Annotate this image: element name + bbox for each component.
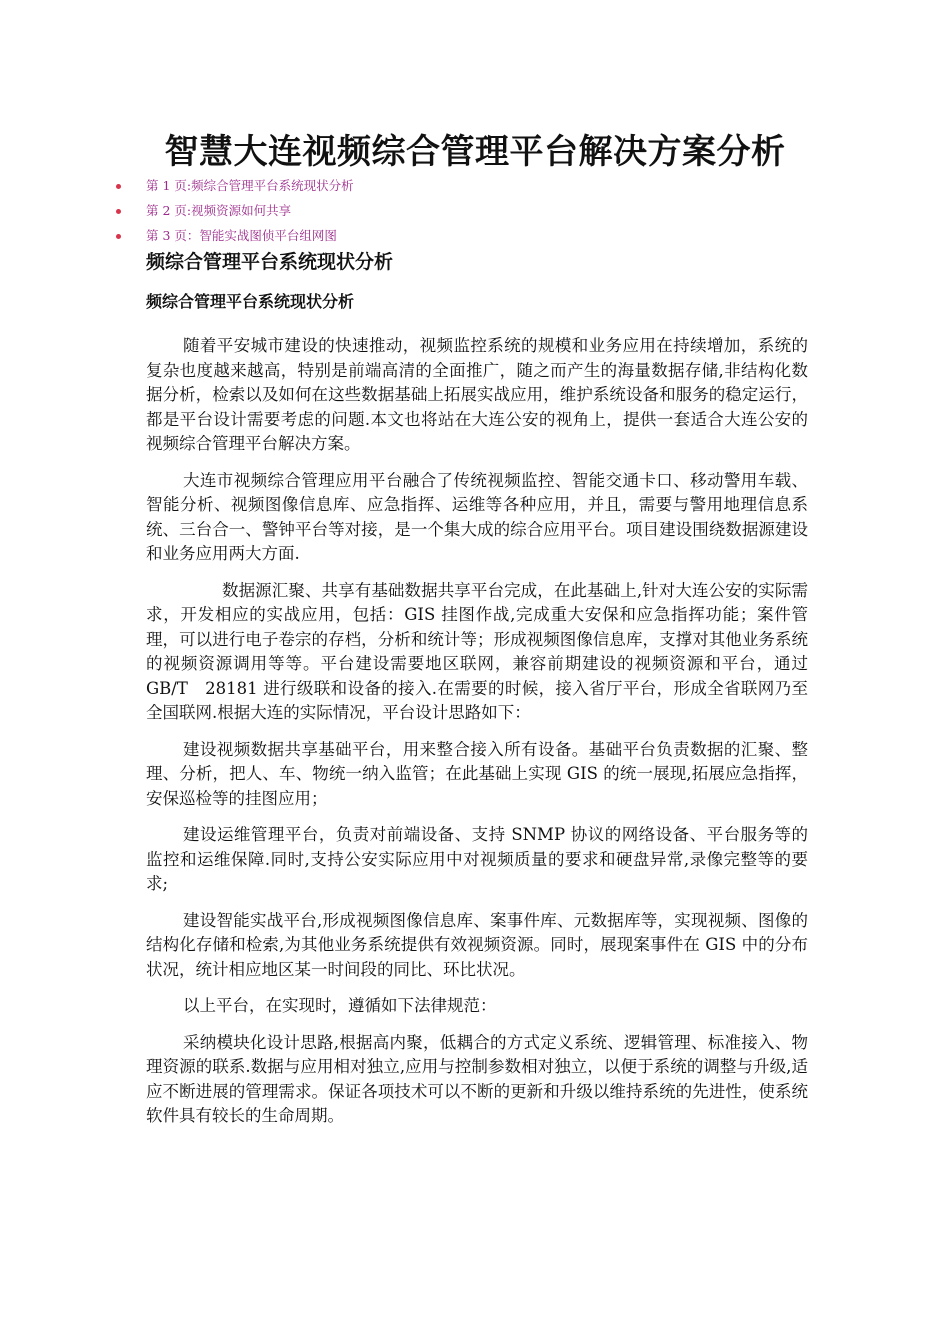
paragraph-1: 随着平安城市建设的快速推动，视频监控系统的规模和业务应用在持续增加，系统的复杂也度越来越高，特别是前端高清的全面推广，随之而产生的海量数据存储,非结构化数据分析，检索以及如何在这些数据基础上拓展实战应用，维护系统设备和服务的稳定运行，都是平台设计需要考虑的问题.本文也将站在大连公安的视角上，提供一套适合大连公安的视频综合管理平台解决方案。 xyxy=(146,336,808,453)
section-heading: 频综合管理平台系统现状分析 xyxy=(146,251,394,273)
toc-link-page-3[interactable]: 第 3 页：智能实战图侦平台组网图 xyxy=(146,228,337,243)
toc-item[interactable] xyxy=(110,176,354,201)
paragraph-3: 数据源汇聚、共享有基础数据共享平台完成，在此基础上,针对大连公安的实际需求，开发相应的实战应用，包括：GIS 挂图作战,完成重大安保和应急指挥功能；案件管理，可以进行电子卷宗的存档，分析和统计等；形成视频图像信息库，支撑对其他业务系统的视频资源调用等等。平台建设需要地区联网，兼容前期建设的视频资源和平台，通过 GB/T 28181 进行级联和设备的接入.在需要的时候，接入省厅平台，形成全省联网乃至全国联网.根据大连的实际情况，平台设计思路如下： xyxy=(146,580,808,722)
paragraph-5: 建设运维管理平台，负责对前端设备、支持 SNMP 协议的网络设备、平台服务等的监控和运维保障.同时,支持公安实际应用中对视频质量的要求和硬盘异常,录像完整等的要求; xyxy=(146,825,808,893)
paragraph-8: 采纳模块化设计思路,根据高内聚，低耦合的方式定义系统、逻辑管理、标准接入、物理资源的联系.数据与应用相对独立,应用与控制参数相对独立，以便于系统的调整与升级,适应不断进展的管理需求。保证各项技术可以不断的更新和升级以维持系统的先进性，使系统软件具有较长的生命周期。 xyxy=(146,1032,808,1125)
paragraph-4: 建设视频数据共享基础平台，用来整合接入所有设备。基础平台负责数据的汇聚、整理、分析，把人、车、物统一纳入监管；在此基础上实现 GIS 的统一展现,拓展应急指挥，安保巡检等的挂图应用； xyxy=(146,739,808,808)
bullet-icon xyxy=(116,234,121,239)
toc-item[interactable] xyxy=(110,201,354,226)
toc-link-page-1[interactable]: 第 1 页:频综合管理平台系统现状分析 xyxy=(146,178,354,193)
section-subheading: 频综合管理平台系统现状分析 xyxy=(146,292,355,311)
toc-link-page-2[interactable]: 第 2 页:视频资源如何共享 xyxy=(146,203,292,218)
paragraph-6: 建设智能实战平台,形成视频图像信息库、案事件库、元数据库等，实现视频、图像的结构化存储和检索,为其他业务系统提供有效视频资源。同时，展现案事件在 GIS 中的分布状况，统计相应地区某一时间段的同比、环比状况。 xyxy=(146,910,808,979)
paragraph-2: 大连市视频综合管理应用平台融合了传统视频监控、智能交通卡口、移动警用车载、智能分析、视频图像信息库、应急指挥、运维等各种应用，并且，需要与警用地理信息系统、三台合一、警钟平台等对接，是一个集大成的综合应用平台。项目建设围绕数据源建设和业务应用两大方面. xyxy=(146,470,808,563)
document-title: 智慧大连视频综合管理平台解决方案分析 xyxy=(164,132,786,172)
document-body xyxy=(146,334,808,1141)
table-of-contents xyxy=(110,176,354,251)
paragraph-7: 以上平台，在实现时，遵循如下法律规范： xyxy=(183,996,497,1015)
bullet-icon xyxy=(116,184,121,189)
bullet-icon xyxy=(116,209,121,214)
